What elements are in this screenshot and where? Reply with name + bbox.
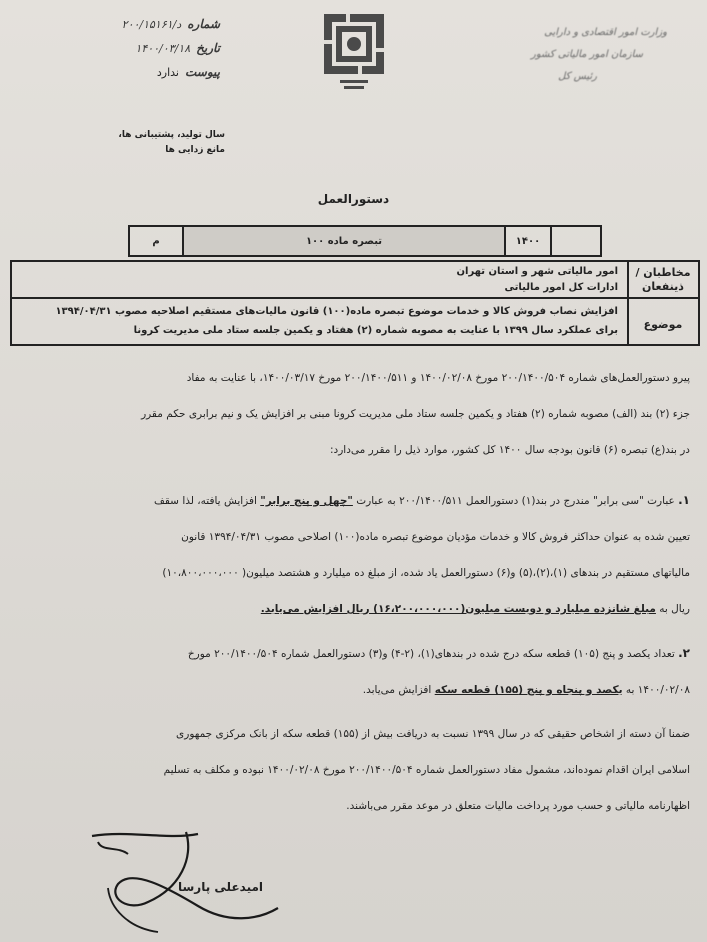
item-1-text-a: عبارت "سی برابر" مندرج در بند(۱) دستورالعمل ۲۰۰/۱۴۰۰/۵۱۱ به عبارت [356,495,675,507]
item-1-text-d: ریال به [659,603,690,615]
ministry-line-1: وزارت امور اقتصادی و دارایی [544,27,667,38]
item-1-number: ۱. [678,493,690,507]
item-1-line-2: تعیین شده به عنوان حداکثر فروش کالا و خدمات مؤدیان موضوع تبصره ماده(۱۰۰) اصلاحی مصوب ۱۳۹۴/۰۴/۳۱ قانون [181,531,690,543]
subject-label: موضوع [643,318,683,331]
number-value: د/۲۰۰/۱۵۱۶۱ [121,17,182,31]
attachment-value: ندارد [156,65,179,79]
number-row [90,12,220,36]
item-1-line-1 [20,482,690,519]
tax-organization-logo [318,10,390,94]
final-line-1: ضمنا آن دسته از اشخاص حقیقی که در سال ۱۳۹۹ نسبت به دریافت بیش از (۱۵۵) قطعه سکه از بانک مرکزی جمهوری [176,728,690,740]
date-label: تاریخ [196,41,220,55]
document-body [20,360,690,832]
document-title: دستورالعمل [317,192,390,206]
letter-meta [90,12,220,84]
item-1-line-4 [20,591,690,627]
item-2-text-b: ۱۴۰۰/۰۲/۰۸ به [625,684,690,696]
item-1-amount: مبلغ شانزده میلیارد و دویست میلیون(۱۶،۲۰۰،۰۰۰،۰۰۰) ریال افزایش می‌یابد. [260,603,656,615]
instruction-number-box [128,225,602,257]
cell-blank [552,227,600,255]
ministry-line-3: رئیس کل [558,71,597,82]
final-line-2: اسلامی ایران اقدام نموده‌اند، مشمول مفاد دستورالعمل شماره ۲۰۰/۱۴۰۰/۵۰۴ مورخ ۱۴۰۰/۰۲/۰۸ نبوده و مکلف به تسلیم [163,764,690,776]
date-value: ۱۴۰۰/۰۳/۱۸ [135,41,191,55]
table-divider-vertical [627,262,629,344]
cell-year: ۱۴۰۰ [506,227,552,255]
date-row [90,36,220,60]
slogan-line-2: مانع زدایی ها [165,145,225,155]
final-paragraph [20,716,690,824]
ministry-header [477,22,667,88]
attachment-label: پیوست [185,65,220,79]
intro-line-3: در بند(ع) تبصره (۶) قانون بودجه سال ۱۴۰۰ کل کشور، موارد ذیل را مقرر می‌دارد: [330,444,690,456]
addressee-text [18,264,618,296]
item-1-highlight: "چهل و پنج برابر" [260,495,353,507]
table-divider-horizontal [12,297,698,299]
header-table [10,260,700,346]
cell-m: م [130,227,184,255]
item-1 [20,482,690,627]
item-2-text-b-end: افزایش می‌یابد. [362,684,432,696]
item-1-line-3: مالیاتهای مستقیم در بندهای (۱)،(۲)،(۵) و(۶) دستورالعمل یاد شده، از مبلغ ده میلیارد و هشتصد میلیون( ۱۰،۸۰۰،۰۰۰،۰۰۰) [162,567,690,579]
item-1-text-a-end: افزایش یافته، لذا سقف [154,495,257,507]
ministry-line-2: سازمان امور مالیاتی کشور [531,49,643,60]
intro-line-1: پیرو دستورالعمل‌های شماره ۲۰۰/۱۴۰۰/۵۰۴ مورخ ۱۴۰۰/۰۲/۰۸ و ۲۰۰/۱۴۰۰/۵۱۱ مورخ ۱۴۰۰/۰۳/۱۷، با عنایت به مفاد [186,372,690,384]
item-2-line-1 [20,635,690,672]
item-2-number: ۲. [678,646,690,660]
subject-line-2: برای عملکرد سال ۱۳۹۹ با عنایت به مصوبه شماره (۲) هفتاد و یکمین جلسه ستاد ملی مدیریت کرونا [133,325,618,336]
subject-text [18,302,618,340]
addressee-label: مخاطبان / ذینفعان [635,266,691,293]
year-slogan [105,128,225,158]
item-2-text-a: تعداد یکصد و پنج (۱۰۵) قطعه سکه درج شده در بندهای(۱)، (۲-۴) و(۳) دستورالعمل شماره ۲۰۰/۱۴۰۰/۵۰۴ مورخ [187,648,675,660]
item-2-line-2 [20,672,690,708]
addressee-line-1: امور مالیاتی شهر و استان تهران [456,266,618,277]
slogan-line-1: سال تولید، پشتیبانی ها، [118,130,225,140]
intro-line-2: جزء (۲) بند (الف) مصوبه شماره (۲) هفتاد و یکمین جلسه ستاد ملی مدیریت کرونا مبنی بر افزایش یک و نیم برابری حکم مقرر [141,408,690,420]
intro-paragraph [20,360,690,468]
attachment-row [90,60,220,84]
addressee-line-2: ادارات کل امور مالیاتی [504,282,618,293]
signatory-name: امیدعلی پارسا [178,880,264,894]
number-label: شماره [187,17,220,31]
final-line-3: اظهارنامه مالیاتی و حسب مورد پرداخت مالیات متعلق در موعد مقرر می‌باشند. [346,800,690,812]
item-2-highlight: یکصد و پنجاه و پنج (۱۵۵) قطعه سکه [434,684,623,696]
item-2 [20,635,690,708]
cell-tabsare: تبصره ماده ۱۰۰ [184,227,506,255]
subject-line-1: افزایش نصاب فروش کالا و خدمات موضوع تبصره ماده(۱۰۰) قانون مالیات‌های مستقیم اصلاحیه مصوب ۱۳۹۴/۰۴/۳۱ [55,306,618,317]
